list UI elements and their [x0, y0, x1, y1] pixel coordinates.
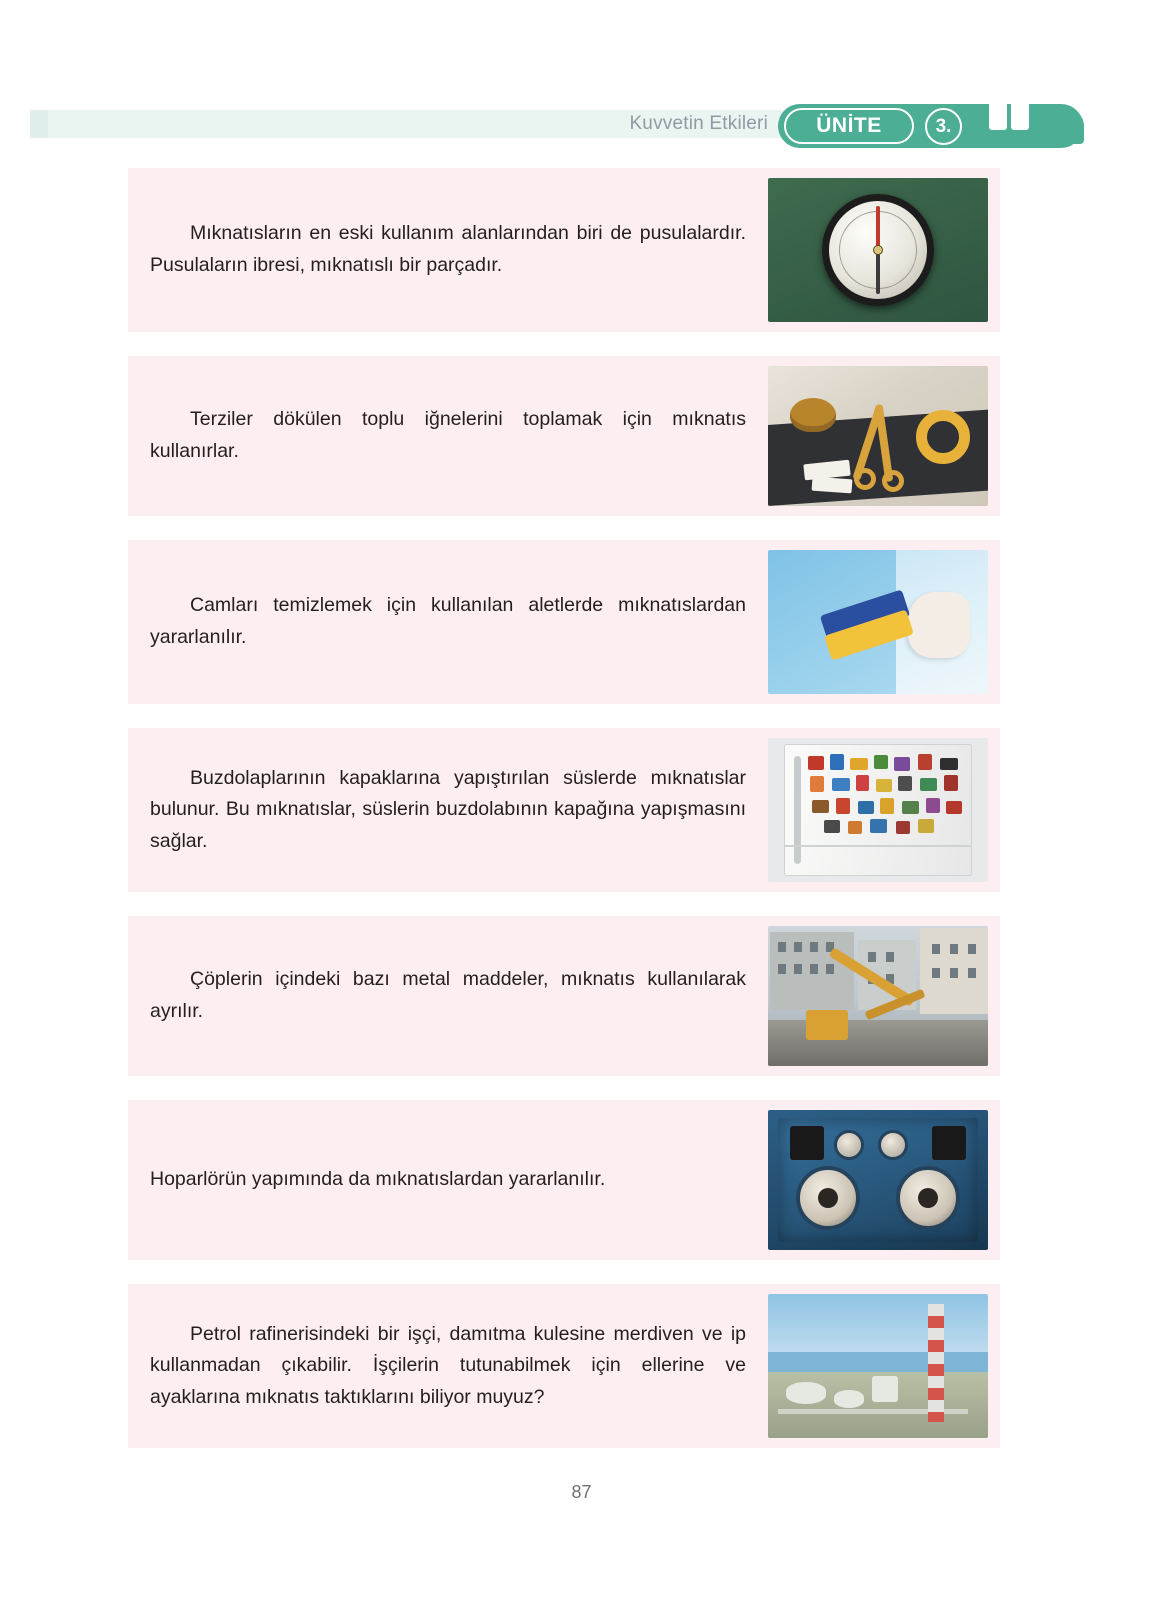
- magnet: [926, 798, 940, 813]
- info-card-text: Buzdolaplarının kapaklarına yapıştırılan süslerde mıknatıslar bulunur. Bu mıknatıslar, süslerin buzdolabının kapağına yapışmasını sağlar.: [150, 766, 746, 852]
- info-card-media: [768, 540, 1000, 704]
- hand: [908, 592, 970, 658]
- info-card: [128, 168, 1000, 332]
- refinery-photo: [768, 1294, 988, 1438]
- loudspeaker-photo: [768, 1110, 988, 1250]
- window: [810, 964, 818, 974]
- magnet: [876, 779, 892, 792]
- unit-label-text: ÜNİTE: [816, 114, 882, 137]
- tweeter-right: [878, 1130, 908, 1160]
- info-card-text: Mıknatısların en eski kullanım alanlarından biri de pusulalardır. Pusulaların ibresi, mıknatıslı bir parçadır.: [150, 222, 746, 276]
- running-title: Kuvvetin Etkileri: [629, 113, 768, 134]
- magnet: [812, 800, 829, 813]
- magnet: [896, 821, 910, 834]
- thread-spool: [790, 398, 836, 432]
- magnet: [946, 801, 962, 814]
- magnet: [848, 821, 862, 834]
- info-card-text-area: [128, 168, 768, 332]
- magnet: [824, 820, 840, 833]
- info-card: [128, 1284, 1000, 1448]
- fridge-magnets-photo: [768, 738, 988, 882]
- fridge-handle: [794, 756, 801, 864]
- magnet: [858, 801, 874, 814]
- info-card-media: [768, 1284, 1000, 1448]
- magnet: [918, 754, 932, 770]
- scissors-ring-right: [882, 470, 904, 492]
- storage-tank: [834, 1390, 864, 1408]
- magnet: [902, 801, 919, 814]
- info-card-text: Çöplerin içindeki bazı metal maddeler, mıknatıs kullanılarak ayrılır.: [150, 968, 746, 1022]
- demolition-site-photo: [768, 926, 988, 1066]
- rubble-pile: [768, 1020, 988, 1066]
- window: [950, 944, 958, 954]
- unit-number-text: 3.: [935, 115, 952, 137]
- scissors-ring-left: [854, 468, 876, 490]
- magnet: [850, 758, 868, 770]
- window: [968, 968, 976, 978]
- flask-icon: [985, 72, 1045, 148]
- magnet: [832, 778, 850, 791]
- unit-number-badge: [925, 108, 962, 145]
- window: [868, 952, 876, 962]
- magnet: [894, 757, 910, 771]
- window: [794, 964, 802, 974]
- window: [778, 964, 786, 974]
- info-card: [128, 728, 1000, 892]
- window: [886, 952, 894, 962]
- magnet: [898, 776, 912, 791]
- magnet: [880, 798, 894, 814]
- paper-label-b: [812, 477, 853, 494]
- window: [932, 968, 940, 978]
- magnet: [830, 754, 844, 770]
- measuring-tape: [916, 410, 970, 464]
- window-cleaner-photo: [768, 550, 988, 694]
- info-card-media: [768, 168, 1000, 332]
- info-card-text: Petrol rafinerisindeki bir işçi, damıtma kulesine merdiven ve ip kullanmadan çıkabilir. İşçilerin tutunabilmek için ellerine ve ayaklarına mıknatıs taktıklarını biliyor muyuz?: [150, 1322, 746, 1408]
- magnet-cluster: [808, 754, 964, 840]
- magnet: [920, 778, 937, 791]
- content-column: [128, 168, 1000, 1472]
- window: [932, 944, 940, 954]
- info-card-media: [768, 728, 1000, 892]
- info-card: [128, 356, 1000, 516]
- excavator-cab: [806, 1010, 848, 1040]
- woofer-left: [796, 1166, 860, 1230]
- info-card: [128, 540, 1000, 704]
- unit-ribbon-tail: [1040, 108, 1084, 144]
- compass-hub: [873, 245, 883, 255]
- compass-dial: [822, 194, 934, 306]
- window: [968, 944, 976, 954]
- info-card-media: [768, 356, 1000, 516]
- magnet: [918, 819, 934, 833]
- magnet: [940, 758, 958, 770]
- page-header: [0, 104, 1163, 148]
- distillation-tower: [928, 1304, 944, 1422]
- info-card-text-area: [128, 540, 768, 704]
- magnet: [944, 775, 958, 791]
- compass-needle-south: [876, 250, 880, 294]
- window: [826, 964, 834, 974]
- header-band-edge: [30, 110, 48, 138]
- flask-body-right: [1011, 76, 1029, 130]
- compass-needle-north: [876, 206, 880, 250]
- unit-label-pill: [784, 108, 914, 144]
- info-card-text-area: [128, 1284, 768, 1448]
- info-card-text-area: [128, 1100, 768, 1260]
- page-number: 87: [571, 1482, 592, 1502]
- magnet: [810, 776, 824, 792]
- window: [794, 942, 802, 952]
- info-card: [128, 1100, 1000, 1260]
- speaker-corner-block-right: [932, 1126, 966, 1160]
- compass-photo: [768, 178, 988, 322]
- magnet: [836, 798, 850, 814]
- magnet: [808, 756, 824, 770]
- info-card-media: [768, 1100, 1000, 1260]
- info-card-text: Terziler dökülen toplu iğnelerini toplamak için mıknatıs kullanırlar.: [150, 408, 746, 462]
- info-card-text-area: [128, 916, 768, 1076]
- info-card-text-area: [128, 356, 768, 516]
- info-card-media: [768, 916, 1000, 1076]
- storage-tank: [786, 1382, 826, 1404]
- flask-body-left: [989, 86, 1007, 130]
- window: [778, 942, 786, 952]
- magnet: [874, 755, 888, 769]
- tweeter-left: [834, 1130, 864, 1160]
- storage-tank: [872, 1376, 898, 1402]
- woofer-right: [896, 1166, 960, 1230]
- info-card-text: Hoparlörün yapımında da mıknatıslardan yararlanılır.: [150, 1168, 606, 1191]
- fridge-seam: [784, 845, 972, 847]
- window: [950, 968, 958, 978]
- info-card-text: Camları temizlemek için kullanılan aletlerde mıknatıslardan yararlanılır.: [150, 594, 746, 648]
- info-card-text-area: [128, 728, 768, 892]
- magnet: [856, 775, 869, 791]
- speaker-corner-block-left: [790, 1126, 824, 1160]
- magnet: [870, 819, 887, 833]
- tailor-tools-photo: [768, 366, 988, 506]
- info-card: [128, 916, 1000, 1076]
- window: [810, 942, 818, 952]
- sea: [768, 1352, 988, 1372]
